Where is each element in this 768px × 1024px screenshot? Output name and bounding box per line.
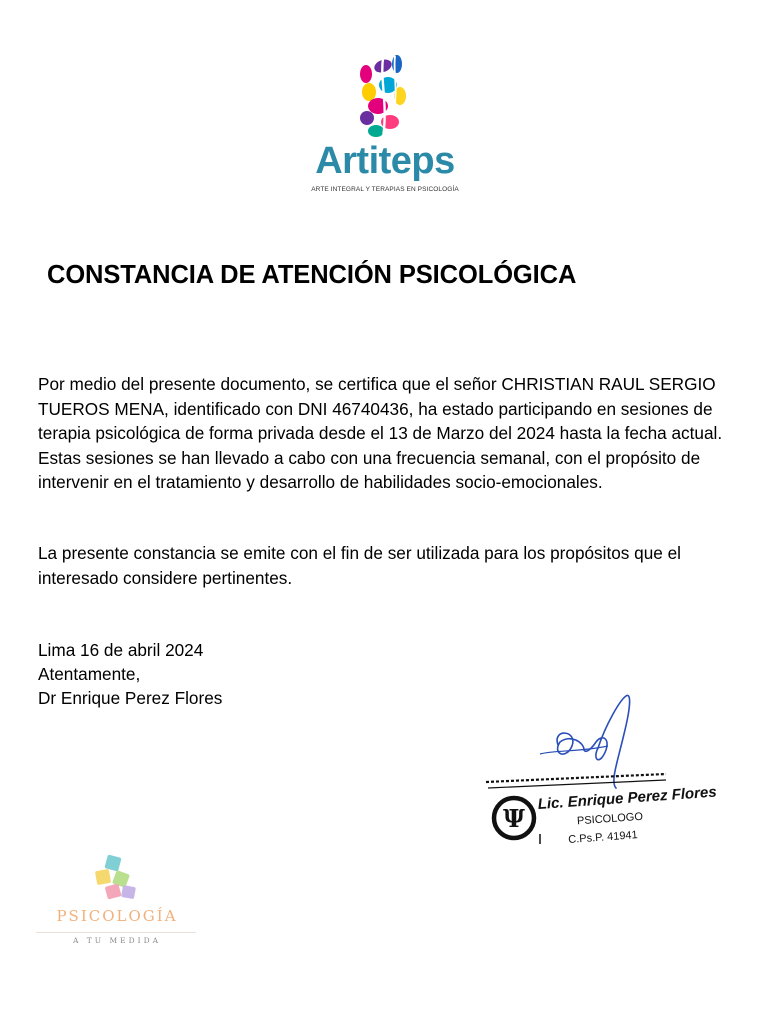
footer-logo-subtitle: A TU MEDIDA xyxy=(72,936,162,945)
puzzle-pieces-icon xyxy=(92,852,142,902)
artiteps-logo-mark-icon xyxy=(350,52,420,142)
footer-logo-divider xyxy=(36,932,196,933)
stamp-text xyxy=(537,784,719,848)
svg-text:Ψ: Ψ xyxy=(503,804,525,833)
stamp-seal xyxy=(494,798,534,838)
signature-stamp-icon xyxy=(480,690,718,860)
artiteps-logo-tagline: ARTE INTEGRAL Y TERAPIAS EN PSICOLOGÍA xyxy=(311,186,459,193)
psicologia-a-tu-medida-logo xyxy=(34,850,200,950)
svg-text:PSICOLOGO: PSICOLOGO xyxy=(576,810,644,828)
closing-block xyxy=(38,638,222,710)
footer-logo-word: PSICOLOGÍA xyxy=(56,907,178,925)
certification-paragraph: Por medio del presente documento, se certifica que el señor CHRISTIAN RAUL SERGIO TUEROS MENA, identificado con DNI 46740436, ha estado participando en sesiones de terapia psicológica de forma privada desde el 13 de Marzo del 2024 hasta la fecha actual. Estas sesiones se han llevado a cabo con una frecuencia semanal, con el propósito de intervenir en el tratamiento y desarrollo de habilidades socio-emocionales. xyxy=(38,374,723,492)
document-title: CONSTANCIA DE ATENCIÓN PSICOLÓGICA xyxy=(47,261,577,289)
svg-text:C.Ps.P. 41941: C.Ps.P. 41941 xyxy=(567,829,639,846)
signer-name: Dr Enrique Perez Flores xyxy=(38,688,223,708)
artiteps-logo-name: Artiteps xyxy=(315,140,455,182)
purpose-paragraph: La presente constancia se emite con el fin de ser utilizada para los propósitos que el interesado considere pertinentes. xyxy=(38,543,682,588)
closing-salutation: Atentamente, xyxy=(38,664,141,684)
artiteps-logo xyxy=(300,52,470,202)
handwritten-signature xyxy=(557,695,630,788)
svg-text:Lic. Enrique Perez Flores: Lic. Enrique Perez Flores xyxy=(537,783,718,814)
place-date: Lima 16 de abril 2024 xyxy=(38,640,204,660)
